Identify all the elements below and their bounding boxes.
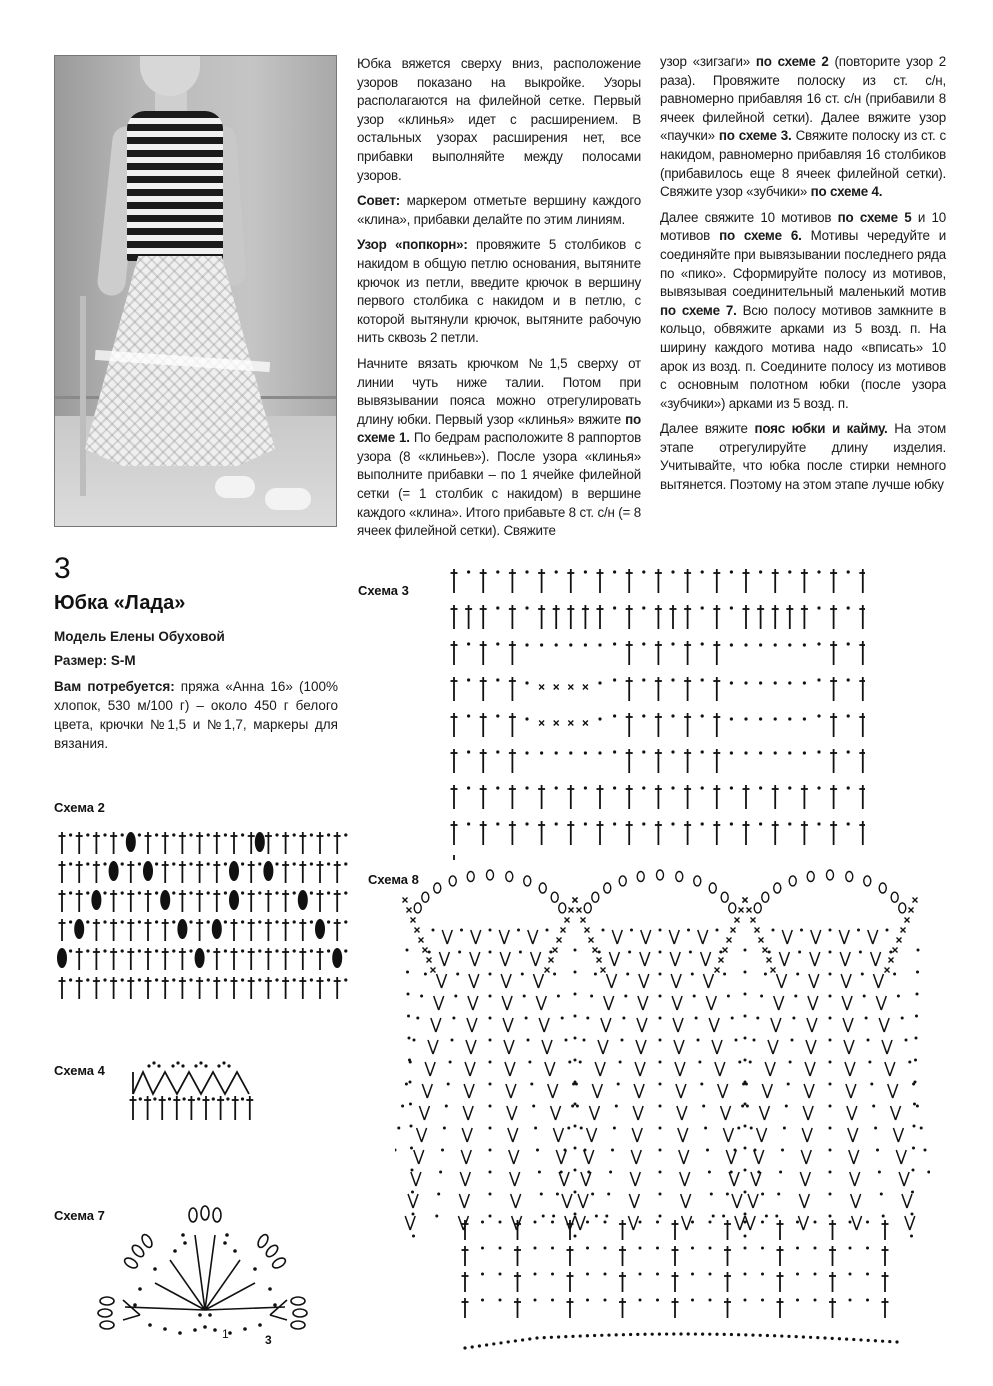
svg-text:1: 1: [222, 1327, 229, 1341]
instructions-column-2: [660, 53, 946, 502]
scheme-7-label: Схема 7: [54, 1208, 105, 1223]
scheme-4-diagram: [125, 1060, 260, 1122]
tip-paragraph: Совет: маркером отметьте вершину каждого «клина», прибавки делайте по этим линиям.: [357, 193, 641, 227]
scheme-8-label: Схема 8: [368, 872, 419, 887]
scheme-3-label: Схема 3: [358, 583, 409, 598]
section-number: 3: [54, 552, 71, 585]
author-line: Модель Елены Обуховой: [54, 629, 225, 644]
stool: [80, 296, 86, 496]
scheme-2-label: Схема 2: [54, 800, 105, 815]
section-title: Юбка «Лада»: [54, 592, 186, 614]
intro-paragraph: Юбка вяжется сверху вниз, расположение узоров показано на выкройке. Узоры располагаются на филейной сетке. Первый узор «клинья» идет с расширением. В остальных узорах расширения нет, все прибавки выполняйте между полосами узоров.: [357, 56, 641, 183]
start-paragraph: Начните вязать крючком №1,5 сверху от линии чуть ниже талии. Потом при вывязывании пояса можно отрегулировать длину юбки. Первый узор «клинья» вяжите по схеме 1. По бедрам расположите 8 раппортов узора (8 «клиньев»). После узора «клинья» выполните прибавки – по 1 ячейке филейной сетки (= 1 столбик с накидом) в вершине каждого «клина». Итого прибавьте 8 ст. с/н (= 8 ячеек филейной сетки). Свяжите: [357, 355, 642, 539]
zigzag-paragraph: узор «зигзаги» по схеме 2 (повторите узор 2 раза). Провяжите полоску из ст. с/н, равномерно прибавляя 16 ст. с/н (прибавили 8 ячеек филейной сетки). Далее вяжите узор «паучки» по схеме 3. Свяжите полоску из ст. с накидом, равномерно прибавляя 16 столбиков (прибавилось еще 8 ячеек филейной сетки). Свяжите узор «зубчики» по схеме 4.: [660, 54, 947, 200]
scheme-7-diagram: [95, 1205, 310, 1345]
size-line: Размер: S-M: [54, 653, 136, 668]
scheme-2-diagram: [54, 828, 354, 1008]
svg-text:3: 3: [265, 1333, 272, 1345]
scheme-8-diagram: [395, 860, 930, 1360]
waistband-paragraph: Далее вяжите пояс юбки и кайму. На этом этапе отрегулируйте длину изделия. Учитывайте, что юбка после стирки немного вытянется. Поэтому на этом этапе лучше юбку: [660, 421, 946, 493]
motifs-paragraph: Далее свяжите 10 мотивов по схеме 5 и 10 мотивов по схеме 6. Мотивы чередуйте и соединяйте при вывязывании последнего ряда по «пико». Сформируйте полосу из мотивов, вывязывая соединительный маленький мотив по схеме 7. Всю полосу мотивов замкните в кольцо, обвяжите арками из 5 возд. п. На ширину каждого мотива надо «вписать» 10 арок из возд. п. Соедините полосу из мотивов с основным полотном юбки (после узора «зубчики») арками из 5 возд. п.: [660, 209, 947, 411]
scheme-3-diagram: [450, 565, 865, 860]
instructions-column-1: [357, 55, 641, 548]
scheme-4-label: Схема 4: [54, 1063, 105, 1078]
popcorn-paragraph: Узор «попкорн»: провяжите 5 столбиков с накидом в общую петлю основания, вытяните крючок из петли, введите крючок в вершину первого столбика с накидом и в петлю, с которой вытянули крючок, вытяните рабочую нить сквозь 2 петли.: [357, 237, 641, 346]
model-photo: [54, 55, 337, 527]
striped-top: [127, 111, 223, 261]
materials-line: Вам потребуется: пряжа «Анна 16» (100% хлопок, 530 м/100 г) – около 450 г белого цвета, крючки №1,5 и №1,7, маркеры для вязания.: [54, 679, 339, 751]
